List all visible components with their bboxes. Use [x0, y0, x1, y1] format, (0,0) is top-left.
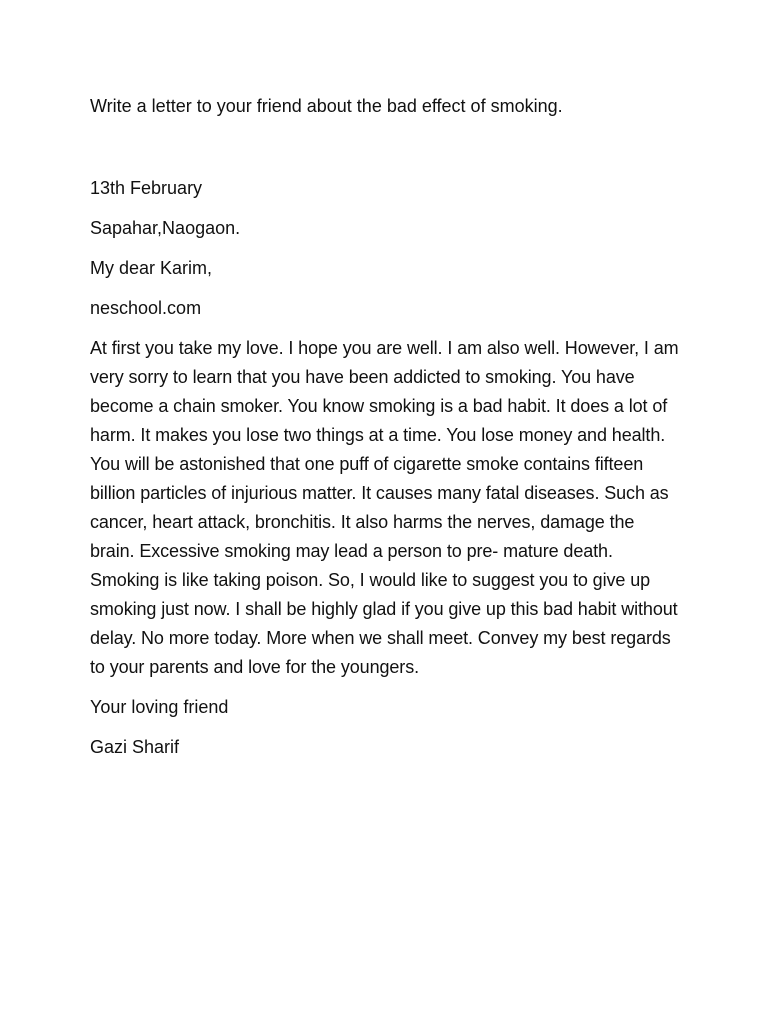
letter-closing: Your loving friend [90, 697, 229, 717]
letter-body: At first you take my love. I hope you are well. I am also well. However, I am very sorry to learn that you have been addicted to smoking. You have become a chain smoker. You know smoking is a bad habit. It does a lot of harm. It makes you lose two things at a time. You lose money and health. You will be astonished that one puff of cigarette smoke contains fifteen billion particles of injurious matter. It causes many fatal diseases. Such as cancer, heart attack, bronchitis. It also harms the nerves, damage the brain. Excessive smoking may lead a person to pre- mature death. Smoking is like taking poison. So, I would like to suggest you to give up smoking just now. I shall be highly glad if you give up this bad habit without delay. No more today. More when we shall meet. Convey my best regards to your parents and love for the youngers. [90, 338, 679, 677]
letter-prompt: Write a letter to your friend about the bad effect of smoking. [90, 96, 563, 116]
letter-signature: Gazi Sharif [90, 737, 180, 757]
letter-date: 13th February [90, 178, 203, 198]
letter-salutation: My dear Karim, [90, 258, 213, 278]
source-text: neschool.com [90, 298, 202, 318]
letter-document [90, 92, 680, 762]
letter-address: Sapahar,Naogaon. [90, 218, 241, 238]
